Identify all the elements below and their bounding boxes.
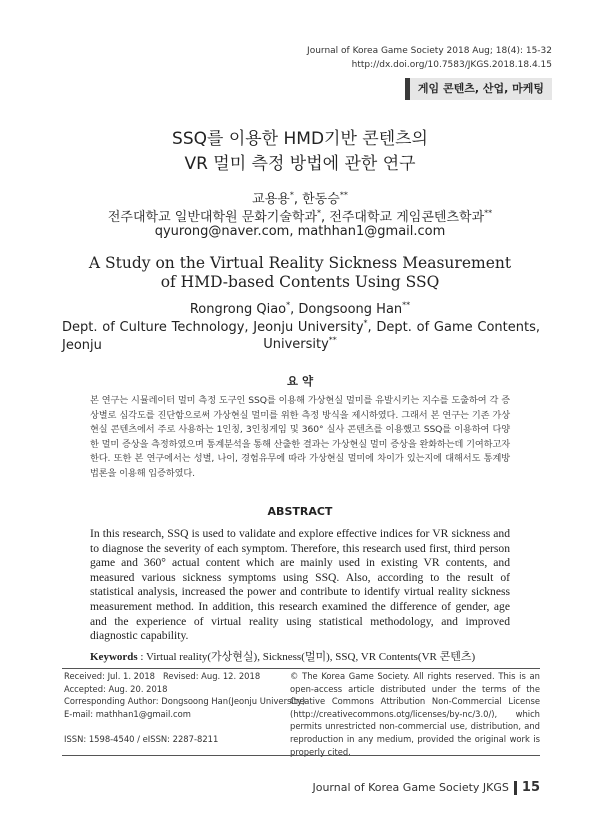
author-en-2: Dongsoong Han bbox=[298, 302, 403, 317]
affiliation-mark: * bbox=[317, 208, 322, 218]
page-number: 15 bbox=[521, 780, 540, 795]
title-en-line2: of HMD-based Contents Using SSQ bbox=[160, 273, 440, 291]
title-en-line1: A Study on the Virtual Reality Sickness Measurement bbox=[88, 254, 512, 272]
received-revised bbox=[64, 670, 284, 683]
affiliations-ko: 전주대학교 일반대학원 문화기술학과*, 전주대학교 게임콘텐츠학과** bbox=[107, 208, 493, 225]
affiliation-mark: * bbox=[363, 318, 368, 328]
affiliations-en-line2 bbox=[40, 336, 560, 354]
accepted-date: Accepted: Aug. 20. 2018 bbox=[64, 683, 168, 694]
abstract-en-heading: ABSTRACT bbox=[267, 505, 333, 518]
article-info bbox=[64, 670, 306, 746]
info-divider-bottom bbox=[62, 755, 540, 756]
keywords-text: Virtual reality(가상현실), Sickness(멀미), SSQ, VR Contents(VR 콘텐츠) bbox=[146, 651, 476, 663]
author-emails: qyurong@naver.com, mathhan1@gmail.com bbox=[154, 224, 446, 239]
author-ko-2: 한동승 bbox=[302, 192, 340, 207]
author-mark: ** bbox=[402, 300, 411, 310]
license-text: © The Korea Game Society. All rights reserved. This is an open-access article distributed under the terms of the Creative Commons Attribution Non-Commercial License (http://creativecommons.otg/licenses/by-nc/3.0/), which permits unrestricted non-commercial use, distribution, and reproduction in any medium, provided the original work is properly cited. bbox=[290, 671, 540, 757]
page-footer bbox=[312, 780, 540, 795]
corresponding-author: Corresponding Author: Dongsoong Han(Jeonju University) bbox=[64, 696, 306, 707]
affiliation-ko-2: 전주대학교 게임콘텐츠학과 bbox=[329, 210, 485, 225]
author-mark: * bbox=[289, 190, 294, 200]
journal-citation: Journal of Korea Game Society 2018 Aug; 18(4): 15-32 bbox=[307, 46, 552, 56]
abstract-ko-heading: 요 약 bbox=[286, 374, 314, 388]
authors-en: Rongrong Qiao*, Dongsoong Han** bbox=[189, 300, 411, 317]
affiliation-mark: ** bbox=[484, 208, 493, 218]
received-date: Received: Jul. 1. 2018 bbox=[64, 671, 155, 681]
affiliation-en-2a: Dept. of Game Contents, Jeonju bbox=[62, 320, 540, 353]
author-en-1: Rongrong Qiao bbox=[189, 302, 287, 317]
revised-date: Revised: Aug. 12. 2018 bbox=[162, 671, 261, 681]
keywords-label: Keywords bbox=[90, 651, 138, 663]
affiliation-en-1: Dept. of Culture Technology, Jeonju University bbox=[62, 320, 364, 335]
abstract-ko-text: 본 연구는 시뮬레이터 멀미 측정 도구인 SSQ를 이용해 가상현실 멀미를 유발시키는 지수를 도출하여 각 증상별로 심각도를 진단함으로써 가상현실 멀미를 위한 측정 방식을 제시하였다. 그래서 본 연구는 기존 가상현실 콘텐츠에서 주로 사용하는 1인칭, 3인칭게임 및 360° 실사 콘텐츠를 이용했고 SSQ를 이용하여 다양한 멀미 증상을 측정하였으며 통계분석을 통해 산출한 결과는 가상현실 멀미 증상을 완화하는데 기여하고자 한다. 또한 본 연구에서는 성별, 나이, 경험유무에 따라 가상현실 멀미에 차이가 있는지에 대해서도 통계방법론을 이용해 입증하였다. bbox=[90, 395, 510, 479]
author-ko-1: 교용용 bbox=[252, 192, 290, 207]
affiliations-en-line1: Dept. of Culture Technology, Jeonju University*, Dept. of Game Contents, Jeonju bbox=[62, 318, 540, 353]
affiliation-en-2b: University bbox=[263, 337, 329, 352]
author-mark: ** bbox=[339, 190, 348, 200]
corresponding-email[interactable]: E-mail: mathhan1@gmail.com bbox=[64, 708, 191, 719]
footer-separator bbox=[514, 781, 517, 795]
category-label: 게임 콘텐츠, 산업, 마케팅 bbox=[410, 78, 552, 100]
issn: ISSN: 1598-4540 / eISSN: 2287-8211 bbox=[64, 733, 219, 744]
footer-journal: Journal of Korea Game Society JKGS bbox=[312, 781, 509, 794]
keywords-separator: : bbox=[137, 651, 147, 663]
category-tag bbox=[405, 78, 552, 100]
abstract-en-text: In this research, SSQ is used to validate and explore effective indices for VR sickness and to diagnose the severity of each symptom. Therefore, this research used first, third person game and 360° actual content which are mainly used in existing VR contents, and measured various sickness symptoms using SSQ. Also, according to the result of statistical analysis, increased the power and contribute to identify virtual reality sickness measurement method. In addition, this research examined the difference of gender, age and the experience of virtual reality using statistical methodology, and improved diagnostic capability. bbox=[90, 527, 510, 643]
doi-link[interactable]: http://dx.doi.org/10.7583/JKGS.2018.18.4.15 bbox=[351, 60, 552, 70]
authors-ko: 교용용*, 한동승** bbox=[252, 190, 348, 207]
info-divider-top bbox=[62, 668, 540, 669]
keywords bbox=[90, 648, 510, 664]
affiliation-ko-1: 전주대학교 일반대학원 문화기술학과 bbox=[107, 210, 318, 225]
title-ko-line2: VR 멀미 측정 방법에 관한 연구 bbox=[184, 154, 416, 174]
author-mark: * bbox=[286, 300, 291, 310]
title-ko-line1: SSQ를 이용한 HMD기반 콘텐츠의 bbox=[172, 129, 428, 149]
affiliation-mark: ** bbox=[328, 335, 337, 345]
